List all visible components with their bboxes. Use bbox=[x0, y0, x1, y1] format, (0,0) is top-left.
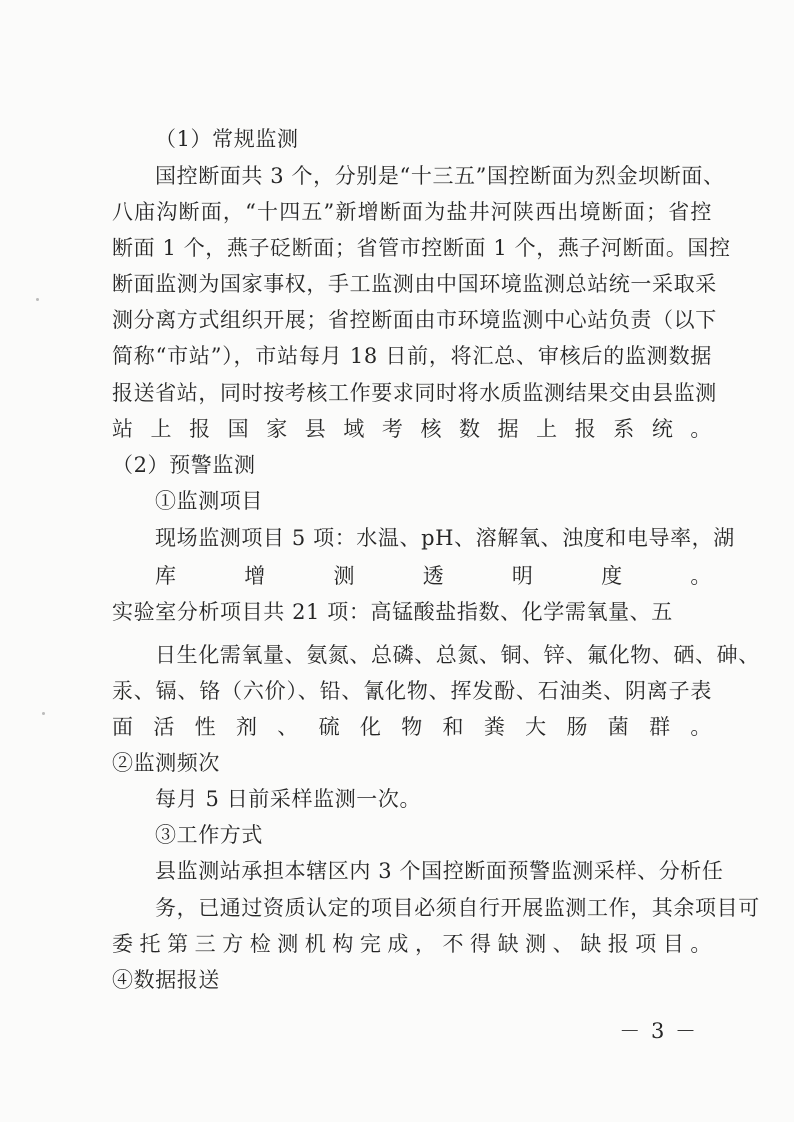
paragraph-line: （2）预警监测 bbox=[112, 453, 256, 477]
scan-speck bbox=[42, 712, 45, 715]
paragraph-line: 八庙沟断面，“十四五”新增断面为盐井河陕西出境断面；省控 bbox=[112, 200, 712, 224]
subheading-items: 现场监测项目 5 项：水温、pH、溶解氧、浊度和电导率，湖 bbox=[155, 526, 735, 550]
paragraph-line: 委托第三方检测机构完成，不得缺测、缺报项目。 bbox=[112, 932, 712, 956]
paragraph-line: 国控断面共 3 个，分别是“十三五”国控断面为烈金坝断面、 bbox=[155, 164, 725, 188]
paragraph-line: 断面 1 个，燕子砭断面；省管市控断面 1 个，燕子河断面。国控 bbox=[112, 236, 731, 260]
subheading-method: 县监测站承担本辖区内 3 个国控断面预警监测采样、分析任 bbox=[155, 859, 724, 883]
scan-speck bbox=[36, 298, 39, 301]
subheading-frequency: 每月 5 日前采样监测一次。 bbox=[155, 787, 422, 811]
section-heading-warning: ①监测项目 bbox=[155, 489, 263, 513]
paragraph-line: ④数据报送 bbox=[112, 968, 220, 992]
paragraph-line: 测分离方式组织开展；省控断面由市环境监测中心站负责（以下 bbox=[112, 308, 717, 332]
paragraph-line: 面活性剂、硫化物和粪大肠菌群。 bbox=[112, 715, 712, 739]
paragraph-line: ②监测频次 bbox=[112, 751, 220, 775]
paragraph-line: 实验室分析项目共 21 项：高锰酸盐指数、化学需氧量、五 bbox=[112, 600, 673, 624]
section-heading-routine: （1）常规监测 bbox=[155, 127, 299, 151]
paragraph-line: 报送省站，同时按考核工作要求同时将水质监测结果交由县监测 bbox=[112, 381, 717, 405]
paragraph-line: 汞、镉、铬（六价）、铅、氰化物、挥发酚、石油类、阴离子表 bbox=[112, 679, 712, 703]
paragraph-line: 务，已通过资质认定的项目必须自行开展监测工作，其余项目可 bbox=[155, 896, 760, 920]
paragraph-line: 简称“市站”），市站每月 18 日前，将汇总、审核后的监测数据 bbox=[112, 344, 712, 368]
paragraph-line: 断面监测为国家事权，手工监测由中国环境监测总站统一采取采 bbox=[112, 272, 717, 296]
paragraph-line: 站上报国家县域考核数据上报系统。 bbox=[112, 417, 712, 441]
paragraph-line: 日生化需氧量、氨氮、总磷、总氮、铜、锌、氟化物、硒、砷、 bbox=[155, 643, 760, 667]
paragraph-line: ③工作方式 bbox=[155, 823, 263, 847]
paragraph-line: 库增测透明度。 bbox=[155, 564, 712, 588]
page-number: － 3 － bbox=[619, 1019, 698, 1043]
